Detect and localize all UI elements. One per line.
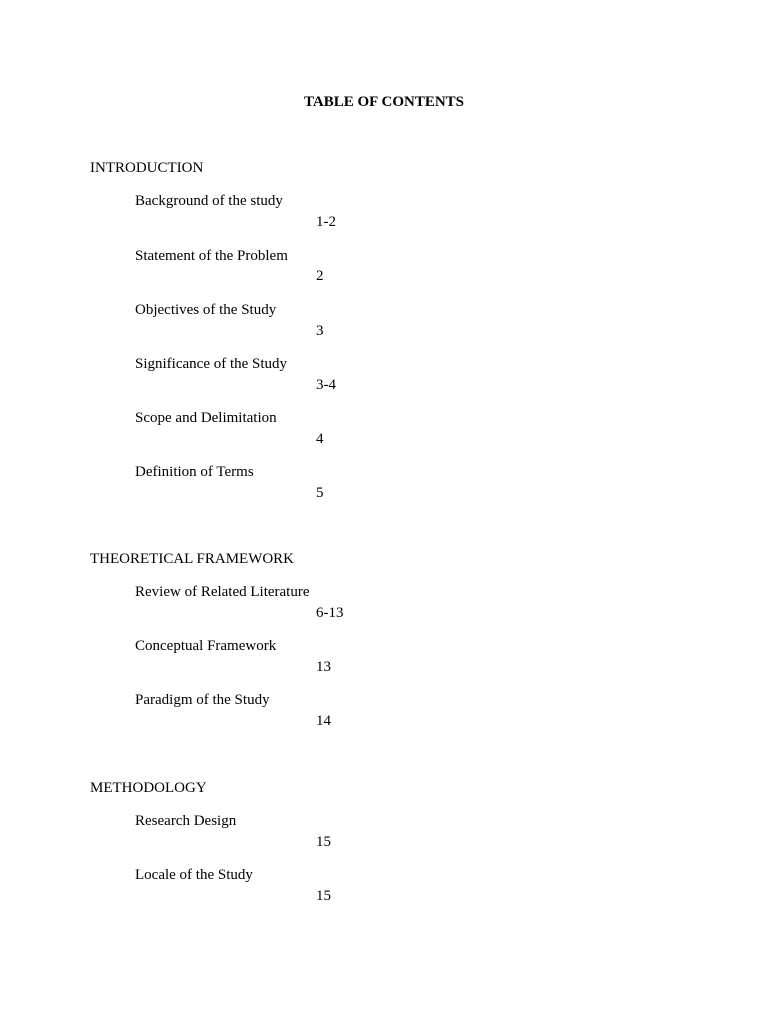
toc-entry-title: Research Design [135, 813, 237, 829]
toc-entry-title: Background of the study [135, 193, 283, 209]
toc-entry-page: 14 [316, 713, 331, 729]
toc-entry-page: 15 [316, 888, 331, 904]
toc-entry-page: 2 [316, 268, 324, 284]
toc-entry-page: 3-4 [316, 377, 336, 393]
toc-entry-title: Scope and Delimitation [135, 410, 277, 426]
toc-entry-title: Conceptual Framework [135, 638, 277, 654]
toc-entry-title: Significance of the Study [135, 356, 288, 372]
toc-entry-title: Review of Related Literature [135, 584, 310, 600]
toc-entry-title: Objectives of the Study [135, 302, 277, 318]
toc-entry-page: 5 [316, 485, 324, 501]
toc-entry-page: 4 [316, 431, 324, 447]
toc-entry-page: 1-2 [316, 214, 336, 230]
toc-entry-title: Paradigm of the Study [135, 692, 270, 708]
toc-entry-title: Locale of the Study [135, 867, 253, 883]
section-heading-introduction: INTRODUCTION [90, 160, 204, 176]
section-heading-methodology: METHODOLOGY [90, 780, 207, 796]
toc-entry-page: 6-13 [316, 605, 344, 621]
toc-entry-page: 15 [316, 834, 331, 850]
toc-entry-title: Statement of the Problem [135, 248, 288, 264]
page-title: TABLE OF CONTENTS [303, 94, 465, 110]
toc-entry-page: 3 [316, 323, 324, 339]
toc-entry-page: 13 [316, 659, 331, 675]
section-heading-theoretical-framework: THEORETICAL FRAMEWORK [90, 551, 295, 567]
toc-entry-title: Definition of Terms [135, 464, 254, 480]
